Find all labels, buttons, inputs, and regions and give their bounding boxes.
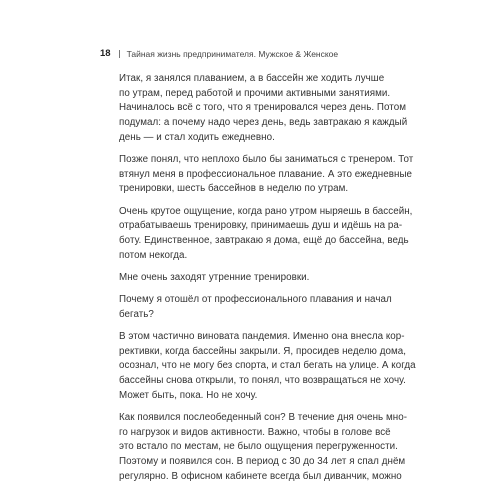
running-header <box>100 48 338 59</box>
text-line: Очень крутое ощущение, когда рано утром ныряешь в бассейн, <box>119 205 413 217</box>
text-line: Позже понял, что неплохо было бы заниматься с тренером. Тот <box>119 154 414 166</box>
text-line: Поэтому и появился сон. В период с 30 до 34 лет я спал днём <box>119 456 406 468</box>
text-line: Итак, я занялся плаванием, а в бассейн же ходить лучше <box>119 73 385 84</box>
text-line: Может быть, пока. Но не хочу. <box>119 389 258 401</box>
text-line: втянул меня в профессиональное плавание. А это ежедневные <box>119 168 413 180</box>
page-number: 18 <box>100 48 111 59</box>
text-line: подумал: а почему надо через день, ведь завтракаю я каждый <box>119 117 408 129</box>
paragraph <box>119 330 416 404</box>
text-line: отрабатываешь тренировку, принимаешь душ и идёшь на ра- <box>119 220 403 232</box>
header-divider <box>119 50 120 58</box>
text-line: это встало по местам, не было ощущения перегруженности. <box>119 441 398 453</box>
paragraph <box>119 72 406 146</box>
text-line: осознал, что не могу без спорта, и стал бегать на улице. А когда <box>119 360 416 372</box>
body-text <box>119 72 416 492</box>
paragraph <box>119 153 414 197</box>
running-title: Тайная жизнь предпринимателя. Мужское & Женское <box>126 48 339 59</box>
text-line: В этом частично виновата пандемия. Именно она внесла кор- <box>119 331 405 343</box>
paragraph <box>119 271 406 286</box>
text-line: го нагрузок и видов активности. Важно, чтобы в голове всё <box>119 426 391 438</box>
paragraph <box>119 205 413 264</box>
text-line: потом некогда. <box>119 249 188 261</box>
paragraph <box>119 293 406 322</box>
text-line: Как появился послеобеденный сон? В течение дня очень мно- <box>119 412 408 424</box>
text-line: Почему я отошёл от профессионального плавания и начал <box>119 294 392 306</box>
text-line: Мне очень заходят утренние тренировки. <box>119 271 310 283</box>
text-line: рективки, когда бассейны закрыли. Я, просидев неделю дома, <box>119 345 407 357</box>
text-line: по утрам, перед работой и прочими активными занятиями. <box>119 87 391 99</box>
text-line: боту. Единственное, завтракаю я дома, ещё до бассейна, ведь <box>119 235 409 247</box>
text-line: день — и стал ходить ежедневно. <box>119 131 275 143</box>
text-line: Начиналось всё с того, что я тренировался через день. Потом <box>119 102 406 114</box>
text-line: тренировки, шесть бассейнов в неделю по утрам. <box>119 183 349 195</box>
text-line: регулярно. В офисном кабинете всегда был диванчик, можно <box>119 470 402 482</box>
text-line: бегать? <box>119 308 154 320</box>
paragraph <box>119 411 406 485</box>
text-line: бассейны снова открыли, то понял, что возвращаться не хочу. <box>119 375 406 387</box>
